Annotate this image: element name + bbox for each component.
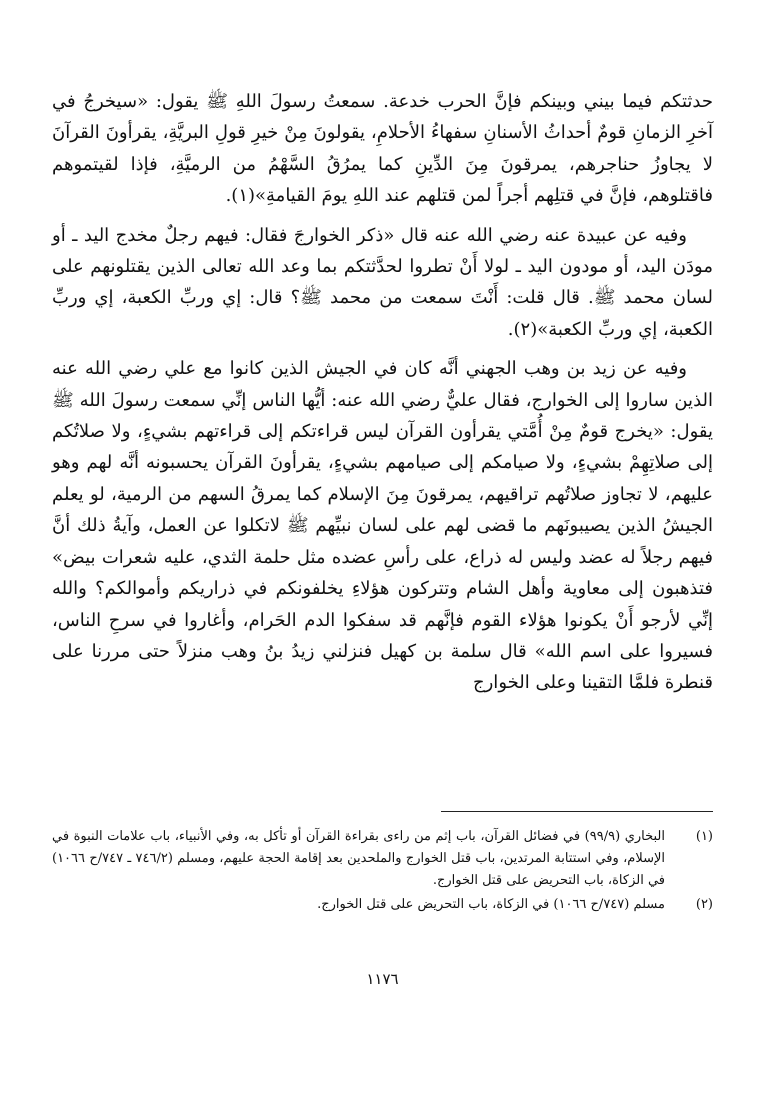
footnote-number: (١) — [695, 829, 713, 844]
paragraph-3: وفيه عن زيد بن وهب الجهني أنَّه كان في الجيش الذين كانوا مع علي رضي الله عنه الذين ساروا إلى الخوارج، فقال عليٌّ رضي الله عنه: أيُّها الناس إنِّي سمعت رسولَ الله ﷺ يقول: «يخرج قومٌ مِنْ أُمَّتي يقرأون القرآن ليس قراءتكم إلى قراءتهم بشيءٍ، ولا صلاتُكم إلى صلاتِهِمْ بشيءٍ، ولا صيامكم إلى صيامهم بشيءٍ، يقرأونَ القرآن يحسبونه أنَّه لهم وهو عليهم، لا تجاوز صلاتُهم تراقيهم، يمرقونَ مِنَ الإسلام كما يمرقُ السهم من الرمية، لو يعلم الجيشُ الذين يصيبونَهم ما قضى لهم على لسان نبيِّهم ﷺ لاتكلوا عن العمل، وآيةُ ذلك أنَّ فيهم رجلاً له عضد وليس له ذراع، على رأسِ عضده مثل حلمة الثدي، عليه شعرات بيض» فتذهبون إلى معاوية وأهل الشام وتتركون هؤلاءِ يخلفونكم في ذراريكم وأموالكم؟ والله إنِّي لأرجو أَنْ يكونوا هؤلاء القوم فإنَّهم قد سفكوا الدم الحَرام، وأغاروا في سرحِ الناس، فسيروا على اسم الله» قال سلمة بن كهيل فنزلني زيدُ بنُ وهب منزلاً حتى مررنا على قنطرة فلمَّا التقينا وعلى الخوارج — [52, 358, 713, 694]
page-number: ١١٧٦ — [366, 970, 399, 988]
footnote-1 — [52, 826, 713, 892]
footnotes — [52, 826, 713, 918]
footnote-2 — [52, 894, 713, 916]
footnote-text: مسلم (٧٤٧/ح ١٠٦٦) في الزكاة، باب التحريض على قتل الخوارج. — [317, 897, 665, 912]
footnote-number: (٢) — [695, 897, 713, 912]
footnote-text: البخاري (٩٩/٩) في فضائل القرآن، باب إثم من راءى بقراءة القرآن أو تأكل به، وفي الأنبياء، باب علامات النبوة في الإسلام، وفي استتابة المرتدين، باب قتل الخوارج والملحدين بعد إقامة الحجة عليهم، ومسلم (٧٤٦/٢ ـ ٧٤٧/ح ١٠٦٦) في الزكاة، باب التحريض على قتل الخوارج. — [52, 829, 666, 888]
main-text-body — [52, 86, 713, 707]
paragraph-1: حدثتكم فيما بيني وبينكم فإنَّ الحرب خدعة. سمعتُ رسولَ اللهِ ﷺ يقول: «سيخرجُ في آخرِ الزمانِ قومٌ أحداثُ الأسنانِ سفهاءُ الأحلامِ، يقولونَ مِنْ خيرِ قولِ البريَّةِ، يقرأونَ القرآنَ لا يجاوزُ حناجرهم، يمرقونَ مِنَ الدِّينِ كما يمرُقُ السَّهْمُ من الرميَّةِ، فإذا لقيتموهم فاقتلوهم، فإنَّ في قتلِهم أجراً لمن قتلهم عند اللهِ يومَ القيامةِ»(١). — [52, 91, 713, 207]
paragraph-2: وفيه عن عبيدة عنه رضي الله عنه قال «ذكر الخوارجَ فقال: فيهم رجلٌ مخدج اليد ـ أو مودَن اليد، أو مودون اليد ـ لولا أَنْ تطروا لحدَّثتكم بما وعد الله تعالى الذين يقتلونهم على لسان محمد ﷺ. قال قلت: أَنْتَ سمعت من محمد ﷺ؟ قال: إي وربِّ الكعبة، إي وربِّ الكعبة، إي وربِّ الكعبة»(٢). — [52, 224, 713, 340]
footnote-separator — [441, 811, 713, 812]
